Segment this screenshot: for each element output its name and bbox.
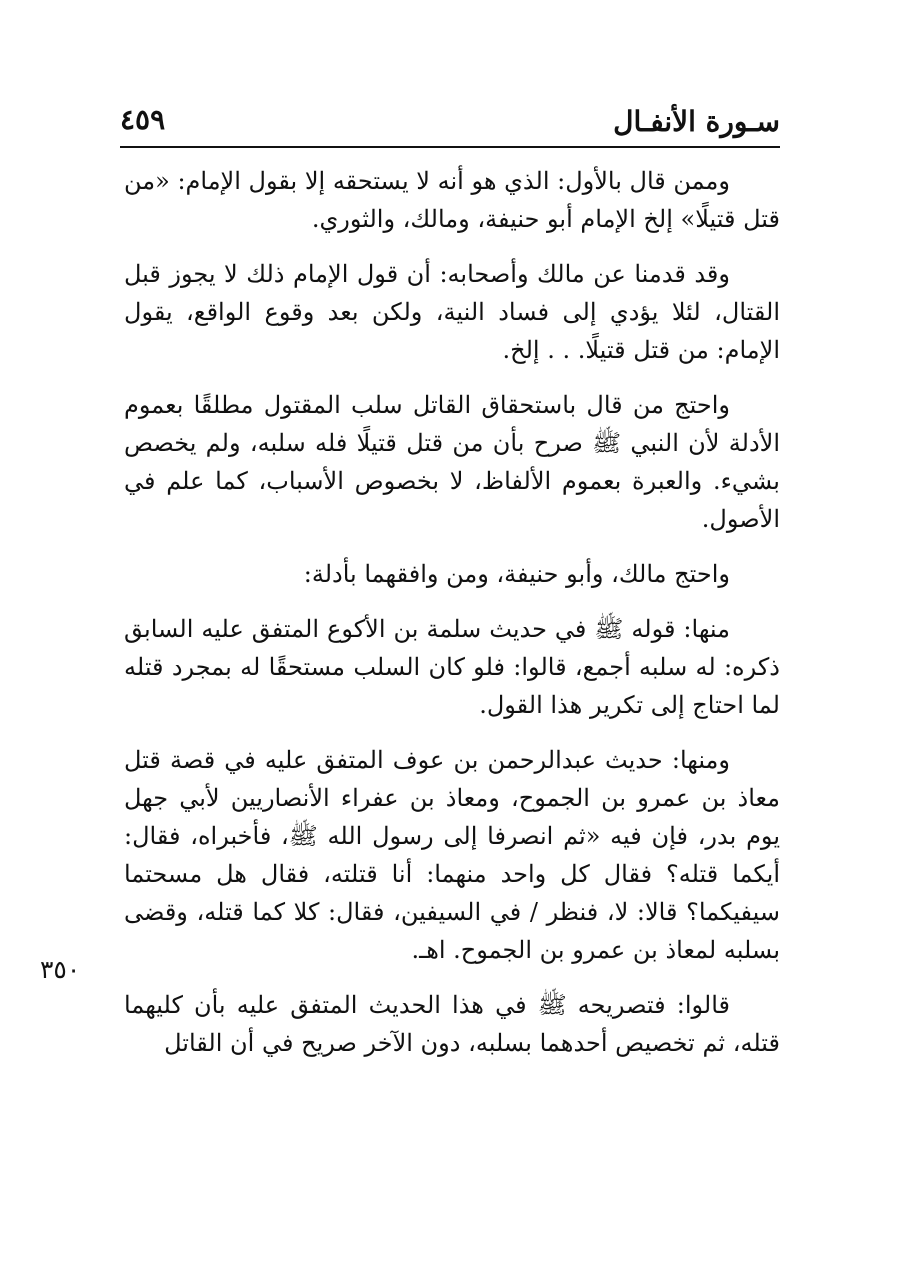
header-divider xyxy=(120,146,780,148)
paragraph: واحتج مالك، وأبو حنيفة، ومن وافقهما بأدلة: xyxy=(303,560,730,588)
running-header xyxy=(120,96,780,144)
paragraph: واحتج من قال باستحقاق القاتل سلب المقتول مطلقًا بعموم الأدلة لأن النبي ﷺ صرح بأن من قتل قتيلًا فله سلبه، ولم يخصص بشيء. والعبرة بعموم الألفاظ، لا بخصوص الأسباب، كما علم في الأصول. xyxy=(124,391,780,533)
page-number: ٤٥٩ xyxy=(120,103,166,136)
main-text xyxy=(124,162,780,1079)
paragraph: منها: قوله ﷺ في حديث سلمة بن الأكوع المتفق عليه السابق ذكره: له سلبه أجمع، قالوا: فلو كان السلب مستحقًا له بمجرد قتله لما احتاج إلى تكرير هذا القول. xyxy=(124,615,780,719)
margin-page-reference: ٣٥٠ xyxy=(40,955,81,984)
paragraph: ومنها: حديث عبدالرحمن بن عوف المتفق عليه في قصة قتل معاذ بن عمرو بن الجموح، ومعاذ بن عفراء الأنصاريين لأبي جهل يوم بدر، فإن فيه «ثم انصرفا إلى رسول الله ﷺ، فأخبراه، فقال: أيكما قتله؟ فقال كل واحد منهما: أنا قتلته، فقال هل مسحتما سيفيكما؟ قالا: لا، فنظر / في السيفين، فقال: كلا كما قتله، وقضى بسلبه لمعاذ بن عمرو بن الجموح. اهـ. xyxy=(124,746,781,964)
paragraph: وقد قدمنا عن مالك وأصحابه: أن قول الإمام ذلك لا يجوز قبل القتال، لئلا يؤدي إلى فساد النية، ولكن بعد وقوع الواقع، يقول الإمام: من قتل قتيلًا. . . إلخ. xyxy=(124,260,780,364)
paragraph: وممن قال بالأول: الذي هو أنه لا يستحقه إلا بقول الإمام: «من قتل قتيلًا» إلخ الإمام أبو حنيفة، ومالك، والثوري. xyxy=(124,167,780,233)
paragraph: قالوا: فتصريحه ﷺ في هذا الحديث المتفق عليه بأن كليهما قتله، ثم تخصيص أحدهما بسلبه، دون الآخر صريح في أن القاتل xyxy=(124,991,780,1057)
surah-title: سـورة الأنفـال xyxy=(613,105,780,138)
